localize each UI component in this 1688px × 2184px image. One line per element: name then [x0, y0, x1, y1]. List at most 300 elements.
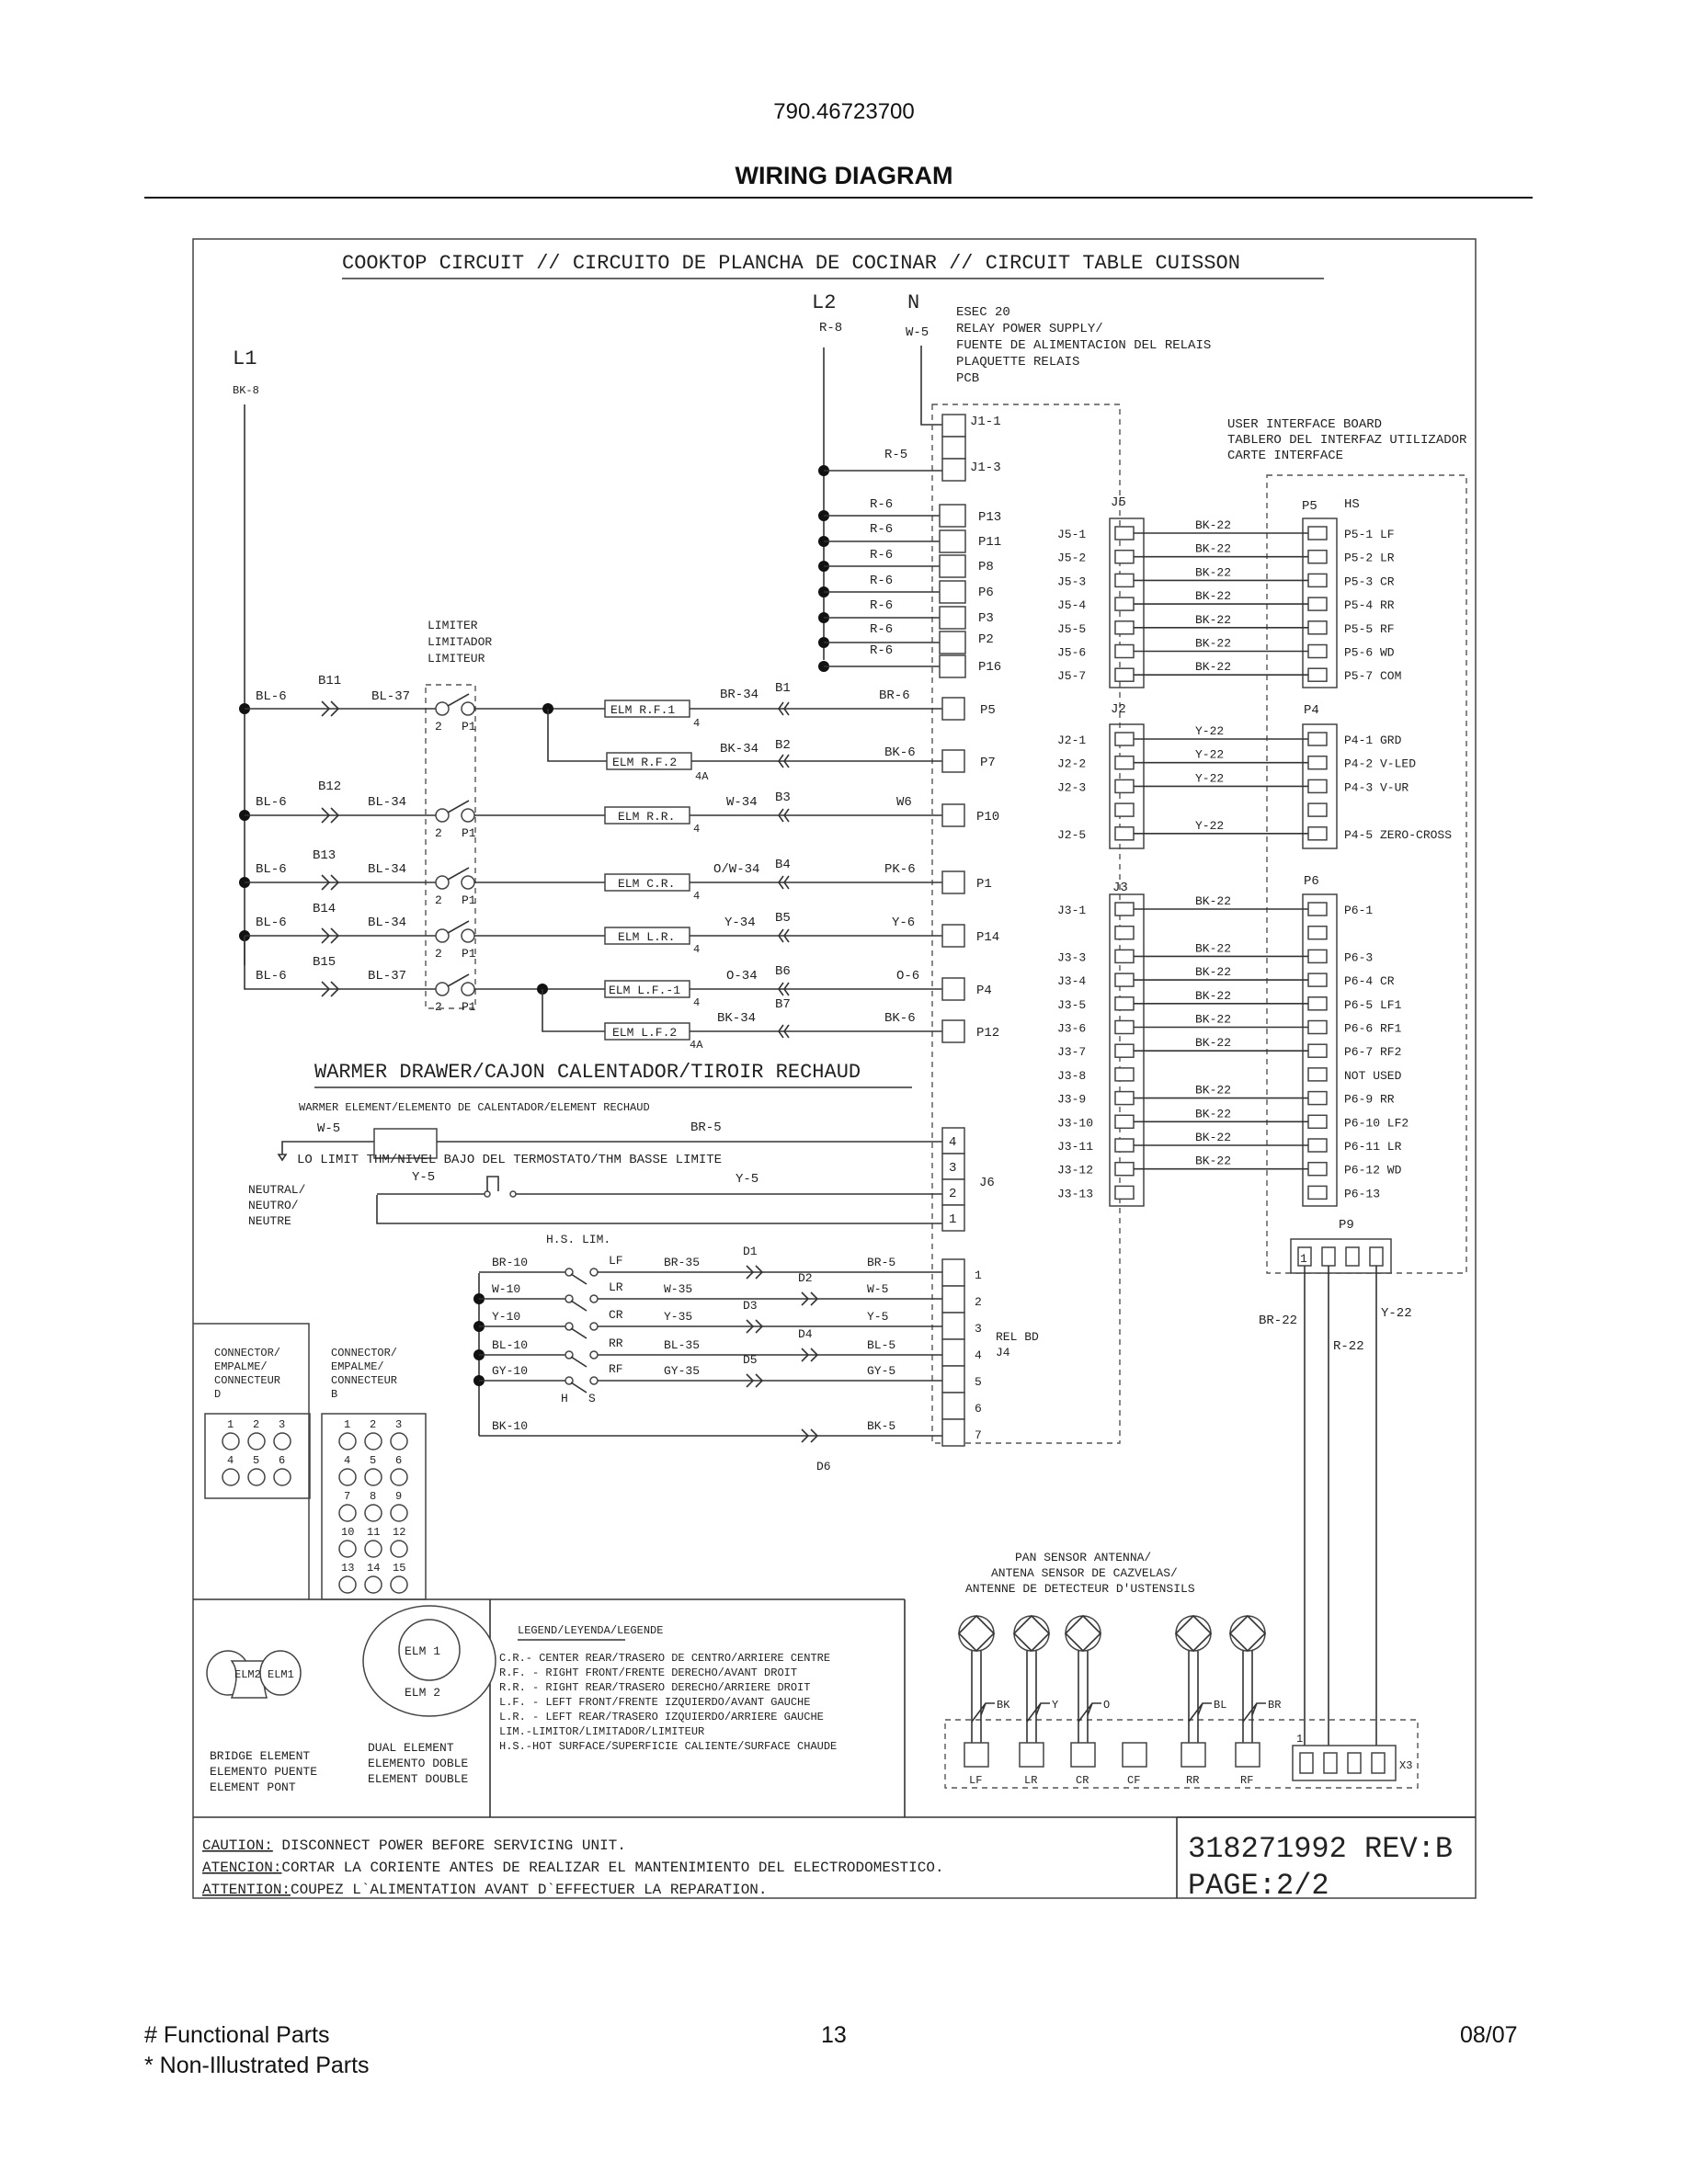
svg-text:P6-10 LF2: P6-10 LF2 [1344, 1116, 1409, 1131]
svg-text:BK-22: BK-22 [1195, 1012, 1232, 1027]
svg-text:BK-22: BK-22 [1195, 589, 1232, 604]
svg-text:REL BD: REL BD [996, 1330, 1039, 1344]
svg-text:L.F. - LEFT FRONT/FRENTE IZQUI: L.F. - LEFT FRONT/FRENTE IZQUIERDO/AVANT GAUCHE [499, 1696, 811, 1709]
svg-text:4A: 4A [690, 1039, 703, 1052]
svg-text:BL-35: BL-35 [664, 1338, 701, 1352]
tap-p16 [818, 643, 1001, 677]
svg-text:BL: BL [1214, 1699, 1227, 1712]
svg-text:Y-5: Y-5 [867, 1310, 889, 1324]
document-reference [1188, 1832, 1453, 1903]
bridge-element [207, 1651, 317, 1794]
svg-text:NEUTRAL/: NEUTRAL/ [248, 1183, 306, 1197]
svg-text:ELM R.R.: ELM R.R. [618, 810, 676, 824]
element-row-rf2 [548, 709, 996, 783]
j5-p5-harness [1110, 495, 1360, 688]
svg-text:PAN SENSOR ANTENNA/: PAN SENSOR ANTENNA/ [1015, 1551, 1152, 1564]
svg-text:P5-4 RR: P5-4 RR [1344, 598, 1395, 613]
svg-text:P6: P6 [978, 586, 994, 600]
svg-text:R-6: R-6 [870, 548, 894, 563]
svg-text:RF: RF [1240, 1774, 1254, 1787]
svg-text:R-6: R-6 [870, 598, 894, 613]
svg-text:O-6: O-6 [896, 969, 920, 984]
svg-text:HS: HS [1344, 497, 1360, 512]
harness-row [1115, 927, 1327, 939]
svg-text:BK-22: BK-22 [1195, 1154, 1232, 1168]
svg-text:ELEMENTO PUENTE: ELEMENTO PUENTE [210, 1765, 318, 1779]
svg-text:13: 13 [341, 1562, 355, 1575]
svg-text:TABLERO DEL INTERFAZ UTILIZADO: TABLERO DEL INTERFAZ UTILIZADOR [1227, 433, 1467, 448]
svg-text:ATTENTION:COUPEZ L`ALIMENTATIO: ATTENTION:COUPEZ L`ALIMENTATION AVANT D`EFFECTUER LA REPARATION. [202, 1882, 768, 1898]
svg-text:BK-10: BK-10 [492, 1419, 529, 1433]
pan-sensor-label [965, 1551, 1195, 1596]
tap-p8 [818, 548, 994, 577]
svg-text:P6: P6 [1304, 874, 1319, 889]
svg-text:J3-5: J3-5 [1057, 997, 1087, 1012]
svg-text:O-34: O-34 [726, 969, 758, 984]
j1-wire: R-5 [884, 448, 908, 462]
svg-text:BRIDGE ELEMENT: BRIDGE ELEMENT [210, 1749, 311, 1763]
svg-text:O: O [1103, 1699, 1111, 1712]
svg-text:B14: B14 [313, 902, 336, 916]
svg-text:4: 4 [693, 823, 701, 836]
svg-text:R.F. - RIGHT FRONT/FRENTE DERE: R.F. - RIGHT FRONT/FRENTE DERECHO/AVANT DROIT [499, 1666, 798, 1679]
harness-row [1057, 660, 1401, 683]
svg-text:BL-37: BL-37 [371, 689, 411, 704]
svg-text:Y-22: Y-22 [1195, 818, 1225, 833]
svg-text:FUENTE DE ALIMENTACION DEL REL: FUENTE DE ALIMENTACION DEL RELAIS [956, 338, 1212, 353]
svg-text:CONNECTOR/: CONNECTOR/ [214, 1347, 281, 1359]
harness-row [1057, 748, 1416, 771]
j5-rows [1057, 518, 1401, 683]
svg-text:BL-34: BL-34 [368, 916, 407, 930]
svg-text:ELM2: ELM2 [234, 1668, 261, 1681]
svg-text:P8: P8 [978, 560, 994, 574]
svg-text:LIMITADOR: LIMITADOR [428, 635, 493, 649]
svg-text:P6-9 RR: P6-9 RR [1344, 1092, 1395, 1107]
svg-text:BR-5: BR-5 [690, 1120, 722, 1135]
svg-text:B5: B5 [775, 911, 791, 926]
svg-text:P1: P1 [462, 1000, 476, 1014]
dual-element [363, 1606, 496, 1786]
svg-text:1: 1 [1300, 1252, 1307, 1266]
svg-text:2: 2 [435, 1000, 442, 1014]
svg-text:P4: P4 [976, 984, 992, 998]
svg-text:J3-7: J3-7 [1057, 1045, 1087, 1060]
svg-text:BK-6: BK-6 [884, 1011, 916, 1026]
svg-text:Y-34: Y-34 [724, 916, 756, 930]
svg-text:BL-10: BL-10 [492, 1338, 529, 1352]
svg-text:BK-22: BK-22 [1195, 988, 1232, 1003]
n-wire-line [921, 346, 942, 425]
svg-text:2: 2 [253, 1418, 260, 1431]
svg-text:CAUTION: DISCONNECT POWER BEFO: CAUTION: DISCONNECT POWER BEFORE SERVICING UNIT. [202, 1837, 626, 1854]
svg-text:ELEMENT PONT: ELEMENT PONT [210, 1780, 296, 1794]
antenna-rr [1176, 1616, 1226, 1787]
n-wire: W-5 [906, 325, 930, 340]
svg-text:BR-22: BR-22 [1259, 1314, 1298, 1328]
svg-text:3: 3 [279, 1418, 286, 1431]
svg-text:4: 4 [693, 717, 701, 730]
svg-text:P6-6 RF1: P6-6 RF1 [1344, 1021, 1402, 1036]
tap-p2 [818, 622, 994, 654]
svg-text:6: 6 [395, 1454, 403, 1467]
svg-text:BL-6: BL-6 [256, 862, 287, 877]
connector-b-pins [339, 1418, 407, 1593]
svg-text:5: 5 [370, 1454, 377, 1467]
svg-text:3: 3 [975, 1322, 982, 1336]
svg-text:ELM 2: ELM 2 [405, 1686, 441, 1700]
element-row-rf1 [239, 674, 996, 734]
svg-text:P5: P5 [980, 703, 996, 718]
svg-text:DUAL ELEMENT: DUAL ELEMENT [368, 1741, 454, 1755]
tap-p11 [818, 522, 1001, 552]
svg-text:LIMITER: LIMITER [428, 619, 478, 632]
pan-sensor-antennas [959, 1616, 1281, 1787]
svg-text:R-22: R-22 [1333, 1339, 1364, 1354]
l1-label: L1 [233, 347, 257, 370]
svg-text:9: 9 [395, 1490, 403, 1503]
svg-text:B12: B12 [318, 779, 342, 794]
antenna-cf [1123, 1743, 1146, 1787]
svg-text:ATENCION:CORTAR LA CORIENTE AN: ATENCION:CORTAR LA CORIENTE ANTES DE REALIZAR EL MANTENIMIENTO DEL ELECTRODOMESTICO. [202, 1860, 944, 1876]
legend [499, 1624, 837, 1753]
svg-text:BK-34: BK-34 [720, 742, 759, 756]
svg-text:W6: W6 [896, 795, 912, 810]
element-row-lf1 [245, 936, 992, 1014]
svg-text:Y-5: Y-5 [412, 1170, 436, 1185]
footer-non-illustrated: * Non-Illustrated Parts [144, 2053, 370, 2078]
p9-connector [1259, 1218, 1412, 1746]
svg-text:10: 10 [341, 1526, 355, 1539]
antenna-cr [1066, 1616, 1110, 1787]
svg-text:ANTENNE DE DETECTEUR D'USTENS: ANTENNE DE DETECTEUR D'USTENSILS [965, 1582, 1195, 1596]
svg-text:4: 4 [693, 943, 701, 956]
antenna-lr [1014, 1616, 1058, 1787]
svg-text:P5-2 LR: P5-2 LR [1344, 551, 1395, 565]
svg-text:LF: LF [609, 1254, 623, 1268]
tap-p13 [818, 497, 1001, 527]
svg-text:4: 4 [344, 1454, 351, 1467]
svg-text:D5: D5 [743, 1353, 758, 1367]
svg-text:B7: B7 [775, 997, 791, 1012]
svg-text:Y-22: Y-22 [1195, 747, 1225, 762]
svg-text:RR: RR [609, 1337, 623, 1350]
svg-text:P5-6 WD: P5-6 WD [1344, 645, 1395, 660]
svg-text:P12: P12 [976, 1026, 1000, 1041]
svg-text:J3-9: J3-9 [1057, 1092, 1087, 1107]
svg-text:J6: J6 [979, 1176, 995, 1190]
svg-text:J2-1: J2-1 [1057, 734, 1087, 747]
svg-text:B11: B11 [318, 674, 342, 688]
svg-text:Y-22: Y-22 [1381, 1306, 1412, 1321]
svg-text:J2-3: J2-3 [1057, 780, 1087, 795]
l2-taps [818, 497, 1001, 677]
svg-text:1: 1 [975, 1268, 982, 1282]
svg-text:J4: J4 [996, 1346, 1010, 1359]
harness-row [1057, 1155, 1402, 1177]
hs-lim-rows [473, 1245, 982, 1446]
svg-text:11: 11 [367, 1526, 381, 1539]
svg-text:ESEC 20: ESEC 20 [956, 305, 1010, 320]
svg-text:P5-3 CR: P5-3 CR [1344, 574, 1395, 589]
svg-text:W-5: W-5 [317, 1121, 341, 1136]
svg-text:ELM1: ELM1 [268, 1668, 294, 1681]
svg-text:BK-22: BK-22 [1195, 894, 1232, 908]
svg-text:Y-35: Y-35 [664, 1310, 693, 1324]
svg-text:4: 4 [693, 996, 701, 1009]
svg-text:X3: X3 [1399, 1759, 1413, 1772]
svg-text:BK-22: BK-22 [1195, 636, 1232, 651]
harness-row [1057, 1068, 1402, 1083]
harness-row [1057, 1084, 1395, 1107]
svg-text:LO LIMIT THM/NIVEL BAJO DEL TE: LO LIMIT THM/NIVEL BAJO DEL TERMOSTATO/THM BASSE LIMITE [297, 1153, 723, 1167]
l2-wire: R-8 [819, 321, 843, 336]
svg-text:ELM R.F.1: ELM R.F.1 [610, 703, 676, 717]
svg-text:ELM L.F.-1: ELM L.F.-1 [609, 984, 681, 997]
svg-text:12: 12 [393, 1526, 406, 1539]
svg-text:BK: BK [997, 1699, 1010, 1712]
svg-text:P1: P1 [976, 877, 992, 892]
harness-row [1057, 1013, 1402, 1036]
svg-text:J3-8: J3-8 [1057, 1068, 1087, 1083]
svg-text:J3: J3 [1112, 881, 1128, 895]
svg-text:R-6: R-6 [870, 497, 894, 512]
svg-text:P1: P1 [462, 720, 476, 734]
svg-text:BL-5: BL-5 [867, 1338, 896, 1352]
svg-text:L.R. - LEFT REAR/TRASERO IZQUI: L.R. - LEFT REAR/TRASERO IZQUIERDO/ARRIERE GAUCHE [499, 1711, 824, 1723]
svg-text:O/W-34: O/W-34 [713, 862, 760, 877]
element-row-lf2 [542, 989, 999, 1052]
svg-text:Y-5: Y-5 [736, 1172, 759, 1187]
harness-row [1057, 542, 1395, 565]
svg-text:6: 6 [279, 1454, 286, 1467]
svg-text:W-34: W-34 [726, 795, 758, 810]
svg-text:Y: Y [1052, 1699, 1059, 1712]
harness-row [1057, 613, 1395, 636]
svg-text:P4: P4 [1304, 703, 1319, 718]
svg-text:P11: P11 [978, 535, 1002, 550]
svg-text:LIM.-LIMITOR/LIMITADOR/LIMITEU: LIM.-LIMITOR/LIMITADOR/LIMITEUR [499, 1725, 705, 1738]
svg-text:BK-34: BK-34 [717, 1011, 757, 1026]
svg-text:2: 2 [435, 826, 442, 840]
harness-row [1057, 1186, 1380, 1200]
harness-row [1057, 894, 1373, 917]
harness-row [1057, 637, 1395, 660]
x3-connector [1293, 1733, 1412, 1780]
svg-text:GY-10: GY-10 [492, 1364, 529, 1378]
svg-text:ELM 1: ELM 1 [405, 1644, 441, 1658]
svg-text:2: 2 [370, 1418, 377, 1431]
svg-text:P5-1 LF: P5-1 LF [1344, 528, 1395, 541]
svg-text:BK-22: BK-22 [1195, 1036, 1232, 1051]
svg-text:BR-34: BR-34 [720, 688, 759, 702]
svg-text:P4-1 GRD: P4-1 GRD [1344, 734, 1402, 747]
svg-text:P3: P3 [978, 611, 994, 626]
svg-text:P7: P7 [980, 756, 996, 770]
svg-text:6: 6 [975, 1402, 982, 1416]
harness-row [1115, 803, 1327, 816]
svg-text:ELM C.R.: ELM C.R. [618, 877, 676, 891]
svg-text:BL-34: BL-34 [368, 862, 407, 877]
svg-text:R-6: R-6 [870, 522, 894, 537]
svg-text:CONNECTEUR: CONNECTEUR [214, 1374, 281, 1387]
harness-row [1057, 565, 1395, 588]
svg-text:5: 5 [253, 1454, 260, 1467]
harness-row [1057, 724, 1402, 747]
svg-text:P10: P10 [976, 810, 1000, 825]
svg-text:LIMITEUR: LIMITEUR [428, 652, 485, 665]
svg-text:J3-6: J3-6 [1057, 1021, 1087, 1036]
model-number: 790.46723700 [773, 99, 915, 124]
svg-text:2: 2 [975, 1295, 982, 1309]
j1-2-pin [942, 437, 965, 459]
svg-text:B4: B4 [775, 858, 791, 872]
svg-text:BL-6: BL-6 [256, 916, 287, 930]
svg-text:J3-3: J3-3 [1057, 950, 1087, 965]
harness-row [1057, 518, 1395, 541]
svg-text:J5-2: J5-2 [1057, 551, 1087, 565]
svg-text:P2: P2 [978, 632, 994, 647]
svg-text:BR-35: BR-35 [664, 1256, 701, 1269]
svg-text:P6-11 LR: P6-11 LR [1344, 1140, 1402, 1154]
svg-text:Y-22: Y-22 [1195, 771, 1225, 786]
svg-text:J5-1: J5-1 [1057, 528, 1087, 541]
switch-s-label: S [588, 1392, 596, 1405]
svg-text:Y-10: Y-10 [492, 1310, 521, 1324]
svg-text:BK-22: BK-22 [1195, 1107, 1232, 1121]
svg-text:C.R.- CENTER REAR/TRASERO DE C: C.R.- CENTER REAR/TRASERO DE CENTRO/ARRIERE CENTRE [499, 1652, 831, 1665]
svg-text:2: 2 [949, 1187, 957, 1201]
j6-connector [942, 1128, 995, 1231]
svg-text:P6-7 RF2: P6-7 RF2 [1344, 1045, 1402, 1060]
svg-text:B: B [331, 1388, 338, 1401]
footer-date: 08/07 [1460, 2022, 1518, 2048]
switch-h-label: H [561, 1392, 568, 1405]
svg-text:BR-10: BR-10 [492, 1256, 529, 1269]
svg-text:BK-22: BK-22 [1195, 541, 1232, 556]
svg-text:LR: LR [1024, 1774, 1038, 1787]
svg-text:1: 1 [227, 1418, 234, 1431]
svg-text:RR: RR [1186, 1774, 1200, 1787]
svg-text:J3-12: J3-12 [1057, 1163, 1094, 1177]
svg-text:P1: P1 [462, 947, 476, 961]
svg-text:P16: P16 [978, 660, 1002, 675]
svg-text:D: D [214, 1388, 222, 1401]
svg-text:P6-4 CR: P6-4 CR [1344, 974, 1395, 989]
svg-text:P1: P1 [462, 893, 476, 907]
harness-row [1057, 1131, 1402, 1154]
j1-3-pin [942, 459, 965, 481]
ui-board-label [1227, 417, 1467, 463]
svg-text:P5-5 RF: P5-5 RF [1344, 621, 1395, 636]
svg-text:EMPALME/: EMPALME/ [214, 1360, 268, 1373]
tap-p3 [818, 598, 994, 629]
antenna-lf [959, 1616, 1010, 1787]
svg-text:LEGEND/LEYENDA/LEGENDE: LEGEND/LEYENDA/LEGENDE [518, 1624, 664, 1637]
svg-text:J5-4: J5-4 [1057, 598, 1087, 613]
neutral-label [248, 1183, 306, 1228]
svg-text:B6: B6 [775, 964, 791, 979]
svg-text:Y-22: Y-22 [1195, 724, 1225, 738]
svg-text:R.R. - RIGHT REAR/TRASERO DERE: R.R. - RIGHT REAR/TRASERO DERECHO/ARRIERE DROIT [499, 1681, 811, 1694]
svg-text:P9: P9 [1339, 1218, 1354, 1233]
svg-text:1: 1 [949, 1212, 957, 1227]
harness-row [1057, 819, 1452, 842]
antenna-rf [1230, 1616, 1281, 1787]
svg-text:2: 2 [435, 947, 442, 961]
svg-text:R-6: R-6 [870, 574, 894, 588]
svg-text:ELM R.F.2: ELM R.F.2 [612, 756, 678, 769]
svg-text:P6-5 LF1: P6-5 LF1 [1344, 997, 1402, 1012]
svg-text:CARTE INTERFACE: CARTE INTERFACE [1227, 449, 1344, 463]
svg-text:J3-10: J3-10 [1057, 1116, 1094, 1131]
page-title: WIRING DIAGRAM [735, 162, 953, 189]
svg-text:B2: B2 [775, 738, 791, 753]
svg-text:P6-13: P6-13 [1344, 1187, 1381, 1201]
svg-text:7: 7 [975, 1428, 982, 1442]
svg-text:R-6: R-6 [870, 643, 894, 658]
relay-board-label [956, 305, 1211, 386]
svg-text:GY-35: GY-35 [664, 1364, 701, 1378]
harness-row [1057, 1036, 1401, 1059]
svg-text:RF: RF [609, 1362, 623, 1376]
svg-text:B3: B3 [775, 791, 791, 805]
svg-text:P14: P14 [976, 930, 1000, 945]
svg-text:J5-5: J5-5 [1057, 621, 1087, 636]
warmer-element-label: WARMER ELEMENT/ELEMENTO DE CALENTADOR/ELEMENT RECHAUD [299, 1101, 650, 1114]
svg-text:P13: P13 [978, 510, 1002, 525]
svg-text:4: 4 [949, 1135, 957, 1150]
svg-text:BL-34: BL-34 [368, 795, 407, 810]
harness-row [1057, 941, 1373, 964]
l2-label: L2 [812, 291, 837, 314]
j1-3-label: J1-3 [970, 461, 1001, 475]
svg-text:3: 3 [949, 1161, 957, 1176]
svg-text:P1: P1 [462, 826, 476, 840]
svg-text:W-5: W-5 [867, 1282, 889, 1296]
warmer-heading: WARMER DRAWER/CAJON CALENTADOR/TIROIR RECHAUD [314, 1061, 861, 1084]
harness-row [1057, 589, 1395, 612]
svg-text:B13: B13 [313, 848, 336, 863]
svg-text:4A: 4A [695, 770, 709, 783]
svg-text:P4-3 V-UR: P4-3 V-UR [1344, 780, 1409, 795]
svg-text:D3: D3 [743, 1299, 758, 1313]
svg-text:B15: B15 [313, 955, 336, 970]
svg-text:J5-6: J5-6 [1057, 645, 1087, 660]
svg-text:PCB: PCB [956, 371, 980, 386]
svg-text:BL-6: BL-6 [256, 969, 287, 984]
svg-text:USER INTERFACE BOARD: USER INTERFACE BOARD [1227, 417, 1383, 432]
svg-text:BR: BR [1268, 1699, 1282, 1712]
svg-text:7: 7 [344, 1490, 351, 1503]
svg-text:P4-5 ZERO-CROSS: P4-5 ZERO-CROSS [1344, 827, 1453, 842]
svg-text:BK-22: BK-22 [1195, 612, 1232, 627]
harness-row [1057, 965, 1395, 988]
svg-text:D1: D1 [743, 1245, 758, 1258]
n-label: N [907, 291, 920, 314]
svg-text:CF: CF [1127, 1774, 1141, 1787]
svg-text:PK-6: PK-6 [884, 862, 916, 877]
svg-text:5: 5 [975, 1375, 982, 1389]
svg-text:P6-12 WD: P6-12 WD [1344, 1163, 1402, 1177]
svg-text:D2: D2 [798, 1271, 813, 1285]
svg-text:P4-2 V-LED: P4-2 V-LED [1344, 756, 1417, 771]
svg-text:J2: J2 [1111, 702, 1126, 717]
svg-text:J3-11: J3-11 [1057, 1140, 1094, 1154]
svg-text:PAGE:2/2: PAGE:2/2 [1188, 1869, 1329, 1903]
svg-text:BK-6: BK-6 [884, 745, 916, 760]
svg-text:RELAY POWER SUPPLY/: RELAY POWER SUPPLY/ [956, 322, 1103, 336]
